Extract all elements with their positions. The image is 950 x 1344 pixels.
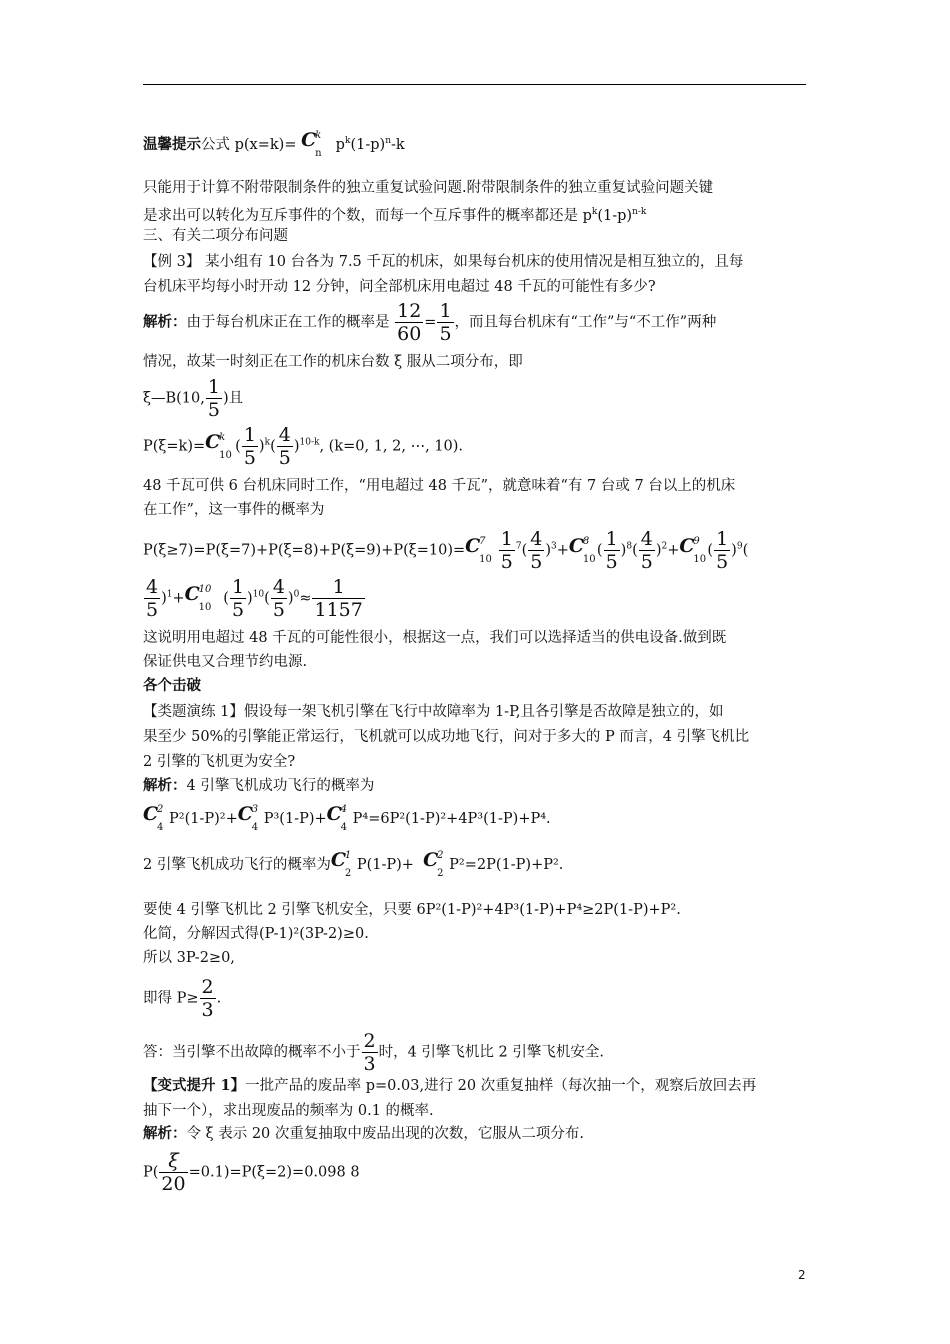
exercise-line: 抽下一个），求出现废品的频率为 0.1 的概率. [143,1103,434,1119]
fraction: $\frac{4}{5}$ [146,576,159,621]
para-line: 保证供电又合理节约电源. [143,654,308,670]
combination-symbol: C 8 10 [568,534,596,565]
fraction: $\frac{1}{5}$ [439,300,452,345]
combination-symbol: C 9 10 [679,534,707,565]
formula-line: $\frac{4}{5}$ )$^1$+C 10 10 ( $\frac{1}{5}$ )$^{10}$( $\frac{4}{5}$ )$^0$≈ $\frac{1}{1157}$ [146,576,363,621]
header-rule [143,84,806,85]
combination-symbol: C 2 4 [143,803,164,833]
exercise-line: 【变式提升 1】一批产品的废品率 p=0.03,进行 20 次重复抽样（每次抽一个，观察后放回去再 [143,1077,757,1094]
fraction: $\frac{1}{1157}$ [314,576,363,621]
solution-line: 解析：令 ξ 表示 20 次重复抽取中废品出现的次数，它服从二项分布. [143,1125,584,1142]
para-line: 这说明用电超过 48 千瓦的可能性很小，根据这一点，我们可以选择适当的供电设备.做到既 [143,630,727,646]
page-number: 2 [798,1268,806,1282]
fraction: $\frac{1}{5}$ [207,376,220,421]
combination-symbol: C k 10 [205,430,232,461]
fraction: $\frac{1}{5}$ [605,528,618,573]
combination-symbol: C 4 4 [326,803,348,833]
section-heading: 各个击破 [143,677,201,694]
tip-line: 温馨提示公式 p(x=k)= C k n $p^k(1-p)^n-k$ [143,129,405,159]
formula-line: P(ξ=k)=C k 10 ( $\frac{1}{5}$ )$^k$( $\frac{4}{5}$ )$^{10-k}$, (k=0, 1, 2, ⋯, 10). [143,424,464,469]
para-line: 是求出可以转化为互斥事件的个数，而每一个互斥事件的概率都还是 $p^k(1-p)^{n-k}$ [143,207,647,224]
combination-symbol: C 10 10 [184,582,212,613]
formula-line: P(ξ≥7)=P(ξ=7)+P(ξ=8)+P(ξ=9)+P(ξ=10)=C 7 10 $\frac{1}{5}$ $^7$( $\frac{4}{5}$ )$^3$+C 8 10 ( $\frac{1}{5}$ )$^8$( $\frac{4}{5}$ )$^2$+C 9 10 ( $\frac{1}{5}$ )$^9$( [143,528,749,573]
solution-line: 解析：由于每台机床正在工作的概率是 $\frac{12}{60}$ = $\frac{1}{5}$ ，而且每台机床有“工作”与“不工作”两种 [143,300,717,345]
fraction: $\frac{4}{5}$ [278,424,291,469]
tip-text: 公式 p(x=k)= [201,137,302,153]
para-line: 化简，分解因式得(P-1)²(3P-2)≥0. [143,926,369,942]
para-line: 只能用于计算不附带限制条件的独立重复试验问题.附带限制条件的独立重复试验问题关键 [143,180,714,196]
fraction: $\frac{1}{5}$ [231,576,245,621]
example-line: 台机床平均每小时开动 12 分钟，问全部机床用电超过 48 千瓦的可能性有多少? [143,279,656,295]
combination-symbol: C k n [301,129,322,159]
solution-line: 情况，故某一时刻正在工作的机床台数 ξ 服从二项分布，即 [143,354,523,370]
fraction: $\frac{1}{5}$ [716,528,729,573]
fraction: $\frac{\xi}{20}$ [161,1150,186,1195]
para-line: 要使 4 引擎飞机比 2 引擎飞机安全，只要 6P²(1-P)²+4P³(1-P)+P⁴≥2P(1-P)+P². [143,902,681,918]
formula-line: 2 引擎飞机成功飞行的概率为C 1 2 P(1-P)+ C 2 2 P²=2P(1-P)+P². [143,849,564,879]
combination-symbol: C 7 10 [465,534,492,565]
formula-line: P( $\frac{\xi}{20}$ =0.1)=P(ξ=2)=0.098 8 [143,1150,360,1195]
fraction: $\frac{2}{3}$ [201,976,214,1021]
fraction: $\frac{4}{5}$ [272,576,285,621]
formula-line: 即得 P≥ $\frac{2}{3}$ . [143,976,222,1021]
para-line: 48 千瓦可供 6 台机床同时工作，“用电超过 48 千瓦”，就意味着“有 7 台或 7 台以上的机床 [143,478,736,494]
fraction: $\frac{1}{5}$ [243,424,256,469]
formula-line: C 2 4 P²(1-P)²+C 3 4 P³(1-P)+C 4 4 P⁴=6P²(1-P)²+4P³(1-P)+P⁴. [143,803,551,833]
combination-symbol: C 3 4 [237,803,259,833]
para-line: 在工作”，这一事件的概率为 [143,502,325,518]
fraction: $\frac{1}{5}$ [500,528,513,573]
example-line: 【例 3】 某小组有 10 台各为 7.5 千瓦的机床，如果每台机床的使用情况是相互独立的，且每 [143,254,744,270]
fraction: $\frac{4}{5}$ [640,528,653,573]
exercise-line: 【类题演练 1】假设每一架飞机引擎在飞行中故障率为 1-P,且各引擎是否故障是独立的，如 [143,704,724,720]
para-line: 所以 3P-2≥0, [143,950,235,966]
fraction: $\frac{4}{5}$ [530,528,543,573]
formula-line: ξ—B(10, $\frac{1}{5}$ )且 [143,376,244,421]
solution-line: 解析：4 引擎飞机成功飞行的概率为 [143,777,375,794]
exercise-line: 2 引擎的飞机更为安全? [143,754,296,770]
fraction: $\frac{2}{3}$ [363,1030,376,1075]
tip-label: 温馨提示 [143,136,201,153]
combination-symbol: C 1 2 [330,849,352,879]
fraction: $\frac{12}{60}$ [397,300,422,345]
section-heading: 三、有关二项分布问题 [143,228,288,244]
answer-line: 答：当引擎不出故障的概率不小于 $\frac{2}{3}$ 时，4 引擎飞机比 2 引擎飞机安全. [143,1030,604,1075]
combination-symbol: C 2 2 [423,849,444,879]
exercise-line: 果至少 50%的引擎能正常运行，飞机就可以成功地飞行，问对于多大的 P 而言，4 引擎飞机比 [143,729,750,745]
